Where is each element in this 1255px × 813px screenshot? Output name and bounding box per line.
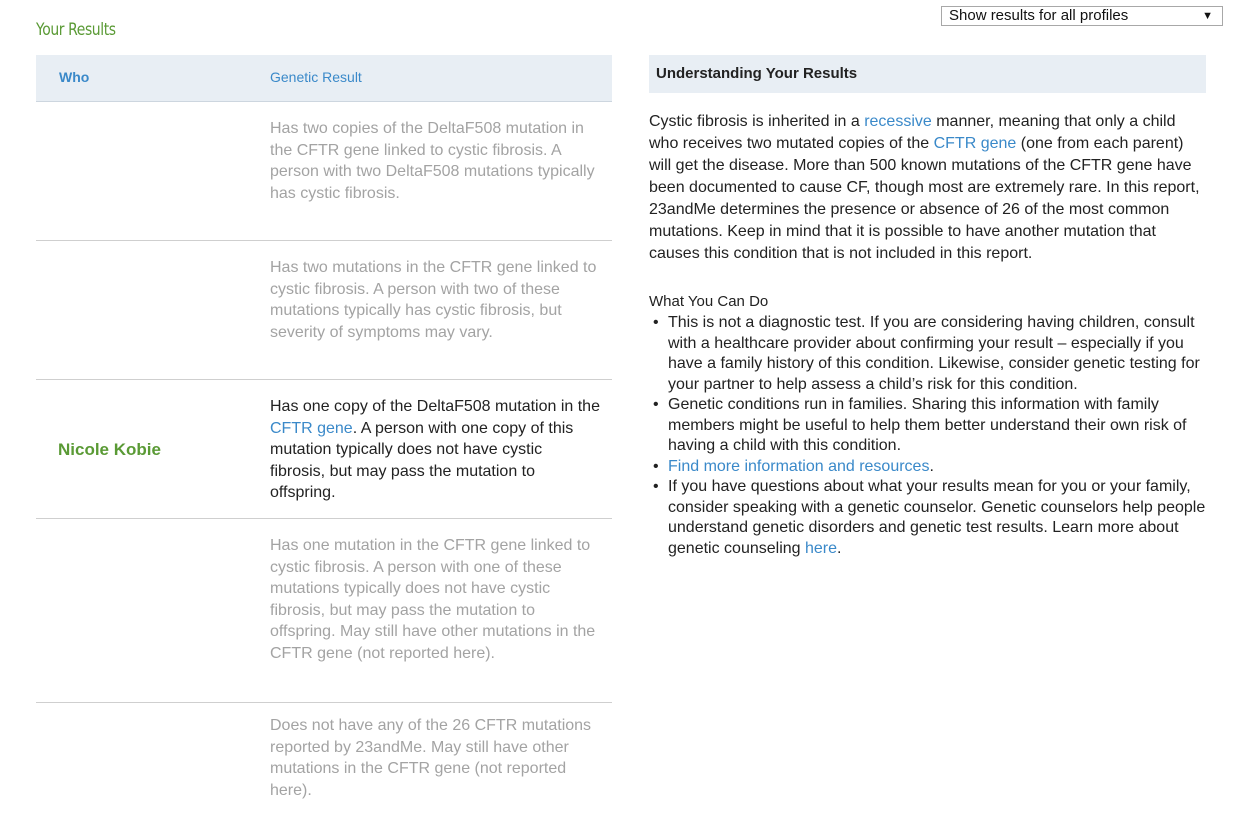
recessive-link[interactable]: recessive [864, 113, 932, 130]
result-description: Has one mutation in the CFTR gene linked to cystic fibrosis. A person with one of these mutations typically does not have cystic fibrosis, but may pass the mutation to offspring. May still have other mutations in the CFTR gene (not reported here). [270, 537, 596, 662]
paragraph-text: manner, meaning that only a child who receives two mutated copies of the [649, 113, 1176, 152]
paragraph-text: (one from each parent) will get the disease. More than 500 known mutations of the CFTR gene have been documented to cause CF, though most are extremely rare. In this report, 23andMe determines the presence or absence of 26 of the most common mutations. Keep in mind that it is possible to have another mutation that causes this condition that is not included in this report. [649, 135, 1200, 262]
result-text: Has one copy of the DeltaF508 mutation in the [270, 398, 600, 415]
results-table [36, 55, 612, 813]
understanding-heading: Understanding Your Results [649, 55, 1206, 93]
table-row [36, 519, 612, 703]
result-description: Has two copies of the DeltaF508 mutation in the CFTR gene linked to cystic fibrosis. A person with two DeltaF508 mutations typically has cystic fibrosis. [270, 120, 595, 202]
understanding-panel [649, 55, 1206, 559]
list-item-text: If you have questions about what your results mean for you or your family, consider speaking with a genetic counselor. Genetic counselors help people understand genetic disorders and genetic test results. Learn more about genetic counseling [668, 478, 1206, 557]
table-row [36, 241, 612, 380]
list-item [649, 457, 1206, 478]
table-row-active [36, 380, 612, 519]
result-description: Does not have any of the 26 CFTR mutations reported by 23andMe. May still have other mutations in the CFTR gene (not reported here). [270, 717, 592, 799]
table-header [36, 55, 612, 102]
list-item: • Genetic conditions run in families. Sharing this information with family members might be useful to help them better understand their own risk of having a child with this condition. [649, 395, 1206, 457]
resources-link[interactable]: Find more information and resources [668, 457, 930, 475]
column-header-who: Who [59, 69, 90, 85]
what-you-can-do-heading: What You Can Do [649, 293, 769, 310]
page-title: Your Results [36, 20, 116, 40]
profile-select-value: Show results for all profiles [949, 7, 1129, 24]
list-item-text: . [837, 539, 842, 557]
cftr-gene-link[interactable]: CFTR gene [270, 419, 353, 437]
profile-select-dropdown[interactable] [941, 6, 1223, 26]
paragraph-text: Cystic fibrosis is inherited in a [649, 113, 865, 130]
what-you-can-do-list [649, 313, 1206, 559]
dropdown-arrow-icon: ▼ [1202, 10, 1213, 22]
result-description: Has two mutations in the CFTR gene linked to cystic fibrosis. A person with two of these mutations typically has cystic fibrosis, but severity of symptoms may vary. [270, 259, 597, 341]
table-row [36, 703, 612, 813]
result-description [270, 396, 600, 504]
understanding-paragraph [649, 111, 1206, 265]
column-header-genetic-result: Genetic Result [270, 69, 362, 85]
list-item: • This is not a diagnostic test. If you are considering having children, consult with a healthcare provider about confirming your result – especially if you have a family history of this condition. Likewise, consider genetic testing for your partner to help assess a child’s risk for this condition. [649, 313, 1206, 395]
list-item [649, 477, 1206, 559]
genetic-counseling-link[interactable]: here [804, 539, 838, 557]
table-row [36, 102, 612, 241]
list-item-text: . [929, 457, 934, 475]
profile-name: Nicole Kobie [58, 440, 161, 459]
result-text: . A person with one copy of this mutation typically does not have cystic fibrosis, but may pass the mutation to offspring. [270, 419, 574, 501]
cftr-gene-link[interactable]: CFTR gene [933, 135, 1017, 152]
